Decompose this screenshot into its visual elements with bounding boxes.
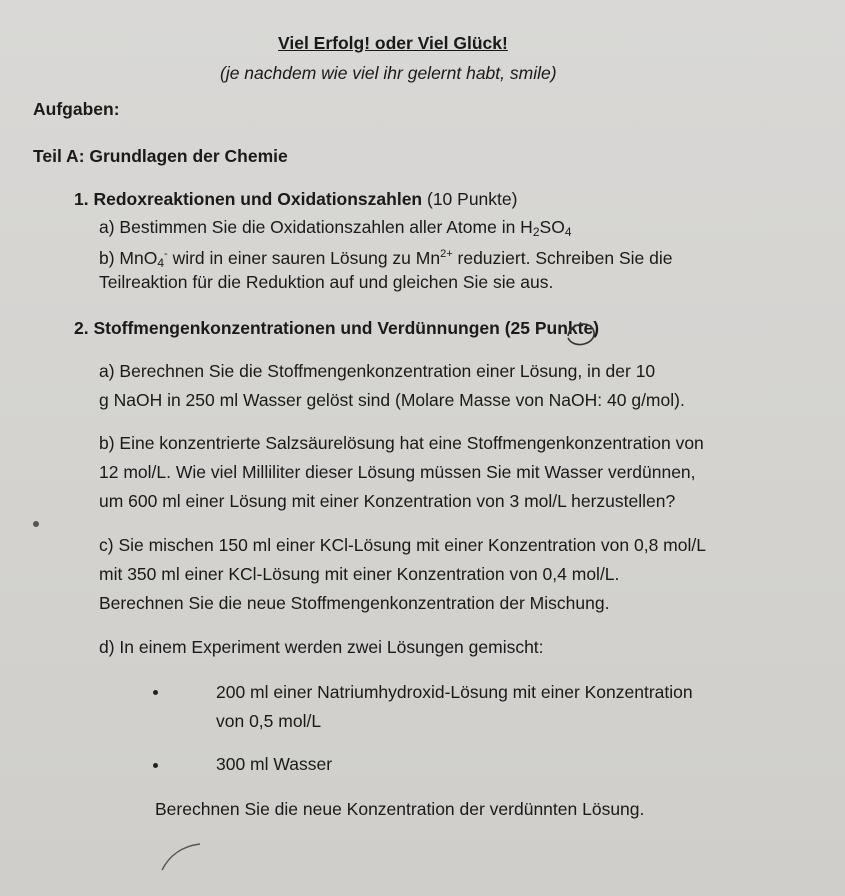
section-1-heading <box>74 188 517 210</box>
task-2b-line-1: b) Eine konzentrierte Salzsäurelösung hat eine Stoffmengenkonzentration von <box>99 433 704 453</box>
task-1a-text: a) Bestimmen Sie die Oxidationszahlen aller Atome in H <box>99 217 533 237</box>
task-1b-text: b) MnO <box>99 248 158 268</box>
task-1b-text-end: reduziert. Schreiben Sie die <box>452 248 673 268</box>
page-subtitle: (je nachdem wie viel ihr gelernt habt, smile) <box>220 63 557 83</box>
subscript: 4 <box>564 225 572 239</box>
task-2d-line-1: d) In einem Experiment werden zwei Lösungen gemischt: <box>99 637 544 657</box>
section-1-points: (10 Punkte) <box>422 189 518 209</box>
task-2a-line-1: a) Berechnen Sie die Stoffmengenkonzentration einer Lösung, in der 10 <box>99 361 656 381</box>
subscript: 2 <box>532 225 540 239</box>
task-1a <box>99 216 572 243</box>
bullet-2 <box>153 763 158 768</box>
task-2c-line-3: Berechnen Sie die neue Stoffmengenkonzentration der Mischung. <box>99 593 610 613</box>
page-title: Viel Erfolg! oder Viel Glück! <box>278 33 508 53</box>
bullet-1 <box>153 690 158 695</box>
task-2c-line-1: c) Sie mischen 150 ml einer KCl-Lösung mit einer Konzentration von 0,8 mol/L <box>99 535 706 555</box>
task-1a-formula: SO <box>539 217 565 237</box>
tasks-heading: Aufgaben: <box>33 99 120 119</box>
pen-circle-mark <box>560 318 630 358</box>
section-1-title: 1. Redoxreaktionen und Oxidationszahlen <box>74 189 423 209</box>
paper-mark <box>33 521 39 527</box>
part-a-heading: Teil A: Grundlagen der Chemie <box>33 146 288 166</box>
task-1b-line-1 <box>99 243 672 274</box>
task-2d-final: Berechnen Sie die neue Konzentration der verdünnten Lösung. <box>155 799 645 819</box>
task-2c-line-2: mit 350 ml einer KCl-Lösung mit einer Konzentration von 0,4 mol/L. <box>99 564 620 584</box>
task-2d-bullet-2: 300 ml Wasser <box>216 754 333 774</box>
section-2-heading: 2. Stoffmengenkonzentrationen und Verdünnungen (25 Punkte) <box>74 318 600 338</box>
subscript: 4 <box>157 256 165 270</box>
task-1b-line-2: Teilreaktion für die Reduktion auf und gleichen Sie sie aus. <box>99 272 554 292</box>
superscript: - <box>164 248 168 260</box>
task-1b-text-mid: wird in einer sauren Lösung zu Mn <box>167 248 441 268</box>
superscript: 2+ <box>440 248 453 260</box>
task-2a-line-2: g NaOH in 250 ml Wasser gelöst sind (Molare Masse von NaOH: 40 g/mol). <box>99 390 685 410</box>
task-2d-bullet-1-line-2: von 0,5 mol/L <box>216 711 322 731</box>
task-2d-bullet-1-line-1: 200 ml einer Natriumhydroxid-Lösung mit einer Konzentration <box>216 682 693 702</box>
task-2b-line-2: 12 mol/L. Wie viel Milliliter dieser Lösung müssen Sie mit Wasser verdünnen, <box>99 462 696 482</box>
pen-stroke-mark <box>160 840 220 880</box>
task-2b-line-3: um 600 ml einer Lösung mit einer Konzentration von 3 mol/L herzustellen? <box>99 491 676 511</box>
